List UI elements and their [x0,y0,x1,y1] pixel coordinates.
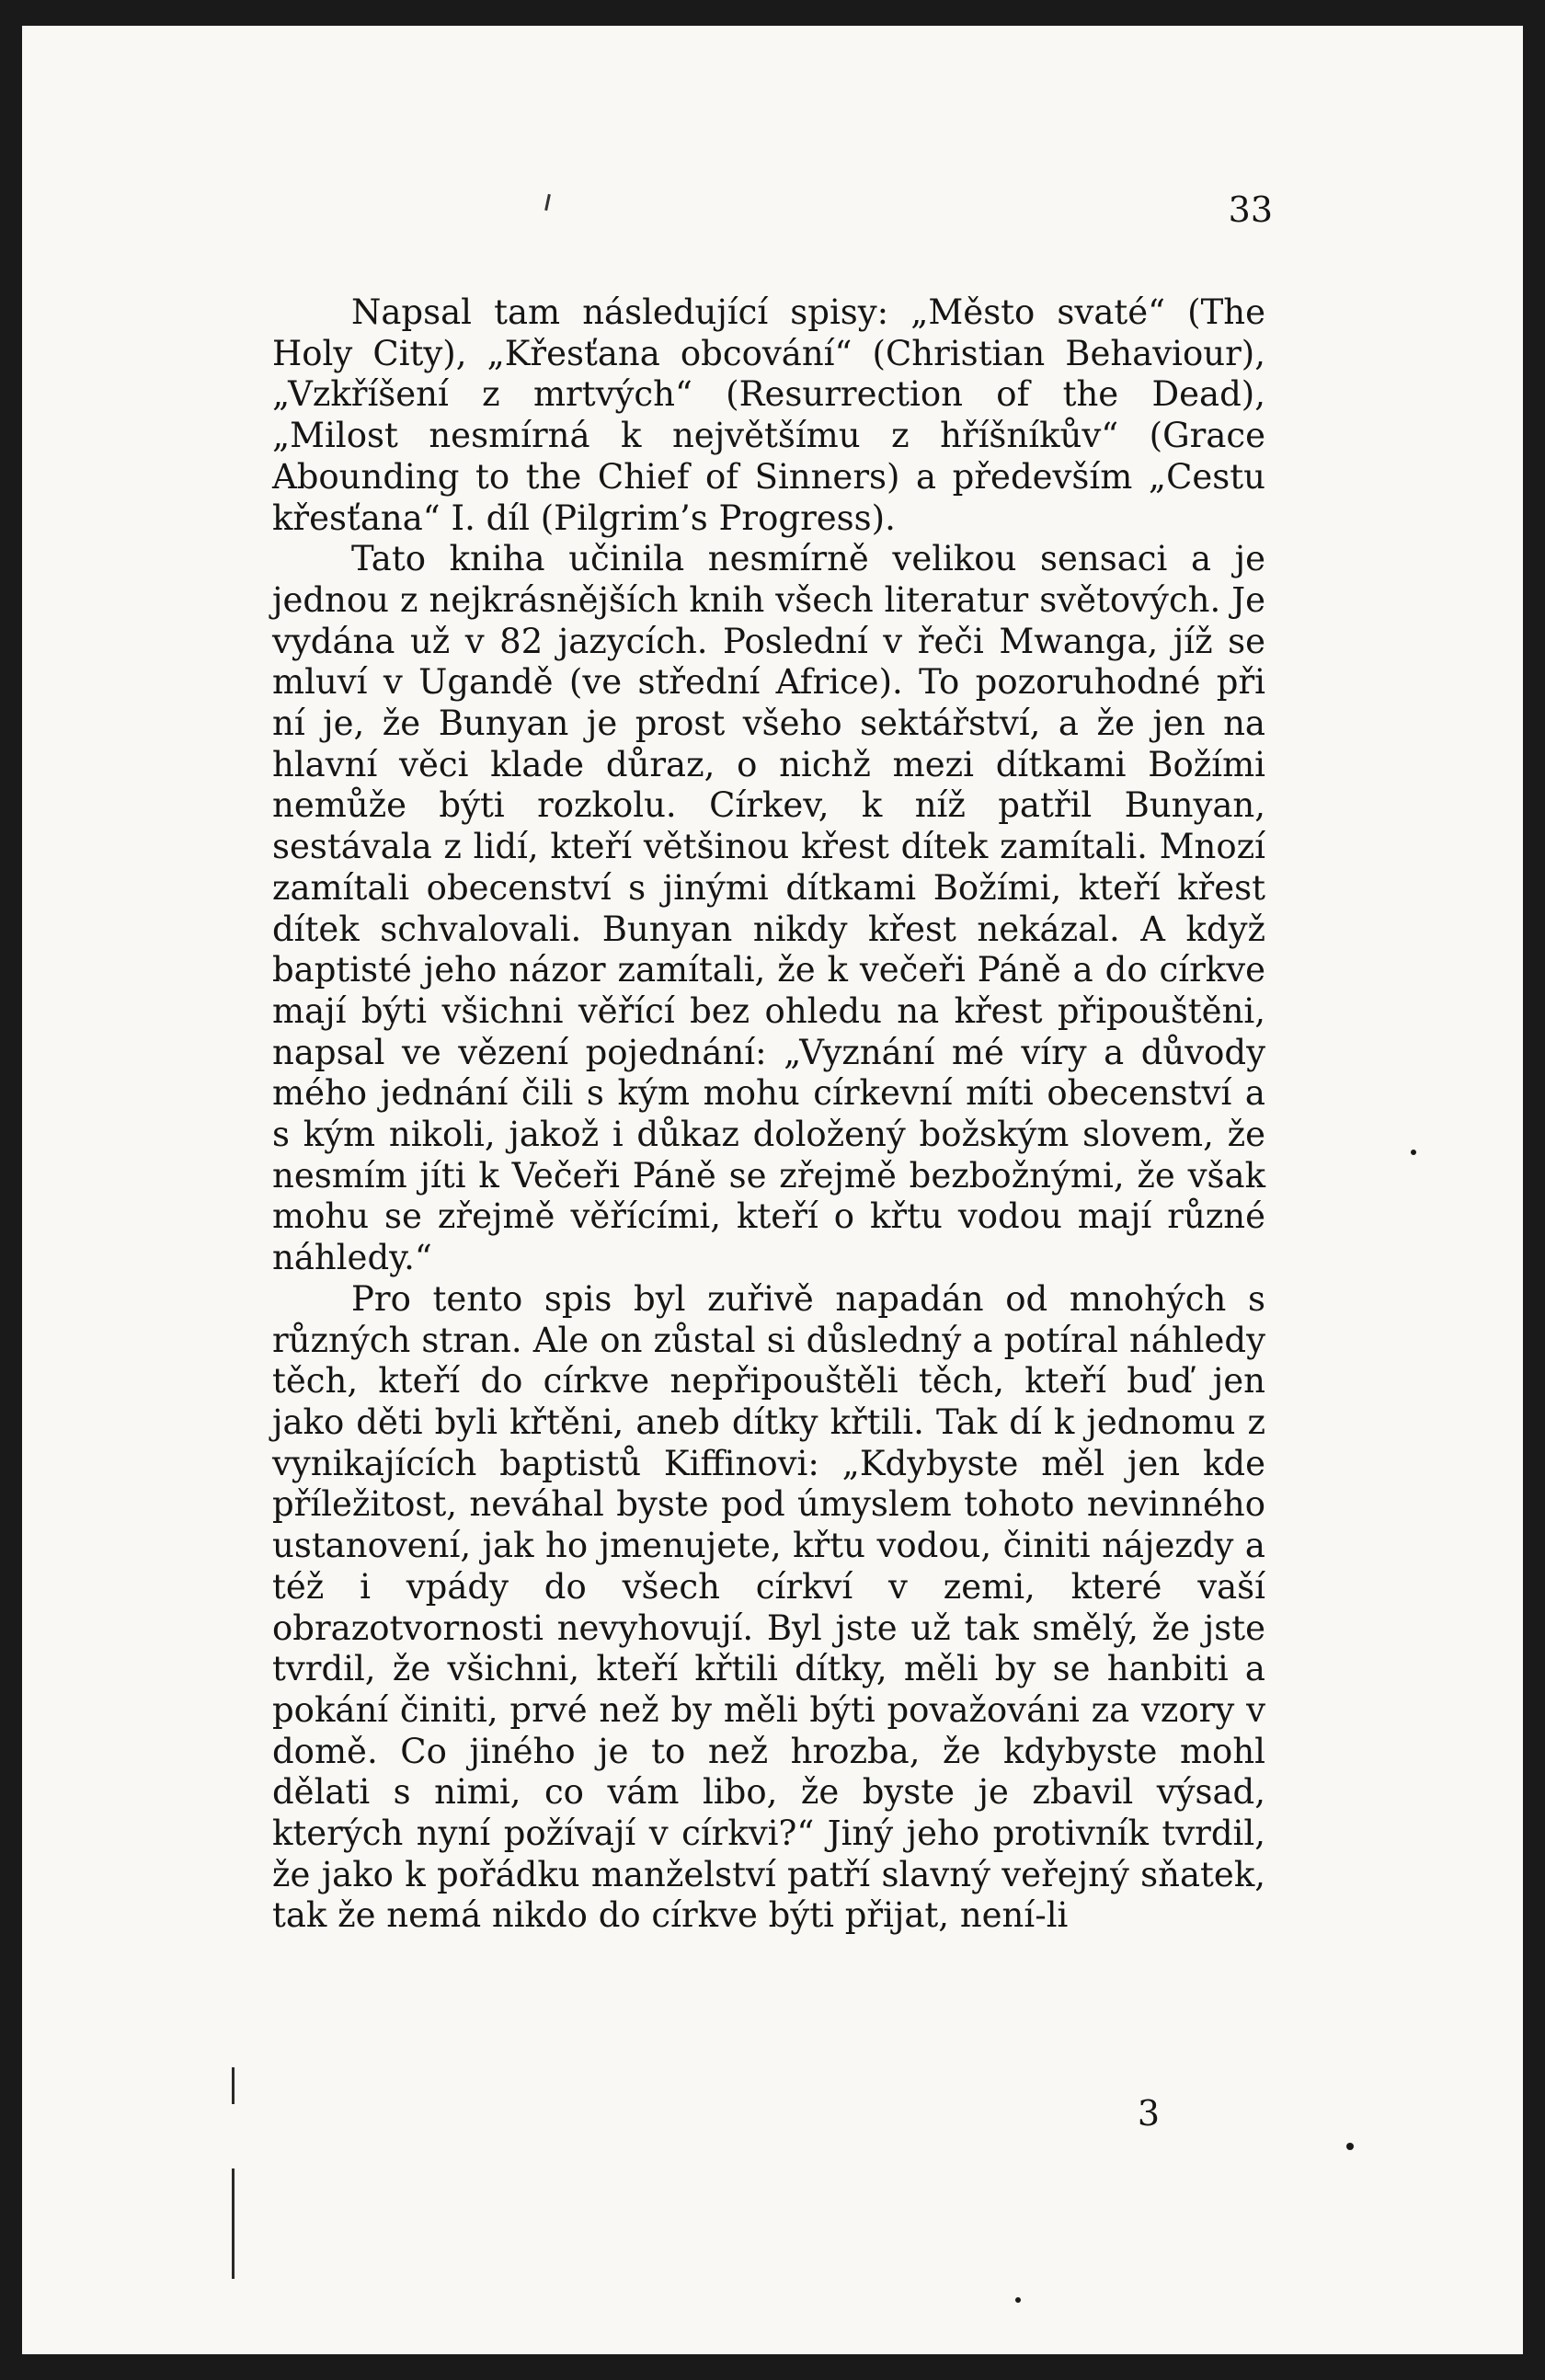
page-number: 33 [1228,189,1273,230]
speck [1411,1150,1416,1155]
speck [1346,2143,1354,2150]
margin-mark [232,2067,235,2104]
body-text [272,292,1265,1937]
ink-mark [544,194,551,211]
paragraph-1: Napsal tam následující spisy: „Město svaté“ (The Holy City), „Křesťana obcování“ (Christian Behaviour), „Vzkříšení z mrtvých“ (Resurrection of the Dead), „Milost nesmírná k největšímu z hříšníkův“ (Grace Abounding to the Chief of Sinners) a především „Cestu křesťana“ I. díl (Pilgrim’s Progress). [272,292,1265,538]
paragraph-3: Pro tento spis byl zuřivě napadán od mnohých s různých stran. Ale on zůstal si důsledný a potíral náhledy těch, kteří do církve nepřipouštěli těch, kteří buď jen jako děti byli křtěni, aneb dítky křtili. Tak dí k jednomu z vynikajících baptistů Kiffinovi: „Kdybyste měl jen kde příležitost, neváhal byste pod úmyslem tohoto nevinného ustanovení, jak ho jmenujete, křtu vodou, činiti nájezdy a též i vpády do všech církví v zemi, které vaší obrazotvornosti nevyhovují. Byl jste už tak smělý, že jste tvrdil, že všichni, kteří křtili dítky, měli by se hanbiti a pokání činiti, prvé než by měli býti považováni za vzory v domě. Co jiného je to než hrozba, že kdybyste mohl dělati s nimi, co vám libo, že byste je zbavil výsad, kterých nyní požívají v církvi?“ Jiný jeho protivník tvrdil, že jako k pořádku manželství patří slavný veřejný sňatek, tak že nemá nikdo do církve býti přijat, není-li [272,1278,1265,1936]
paragraph-2: Tato kniha učinila nesmírně velikou sensaci a je jednou z nejkrásnějších knih všech literatur světových. Je vydána už v 82 jazycích. Poslední v řeči Mwanga, jíž se mluví v Ugandě (ve střední Africe). To pozoruhodné při ní je, že Bunyan je prost všeho sektářství, a že jen na hlavní věci klade důraz, o nichž mezi dítkami Božími nemůže býti rozkolu. Církev, k níž patřil Bunyan, sestávala z lidí, kteří většinou křest dítek zamítali. Mnozí zamítali obecenství s jinými dítkami Božími, kteří křest dítek schvalovali. Bunyan nikdy křest nekázal. A když baptisté jeho názor zamítali, že k večeři Páně a do církve mají býti všichni věřící bez ohledu na křest připouštěni, napsal ve vězení pojednání: „Vyznání mé víry a důvody mého jednání čili s kým mohu církevní míti obecenství a s kým nikoli, jakož i důkaz doložený božským slovem, že nesmím jíti k Večeři Páně se zřejmě bezbožnými, že však mohu se zřejmě věřícími, kteří o křtu vodou mají různé náhledy.“ [272,539,1265,1278]
signature-mark: 3 [1137,2093,1161,2134]
speck [1015,2297,1021,2303]
margin-mark [232,2168,235,2279]
book-page [22,26,1523,2354]
